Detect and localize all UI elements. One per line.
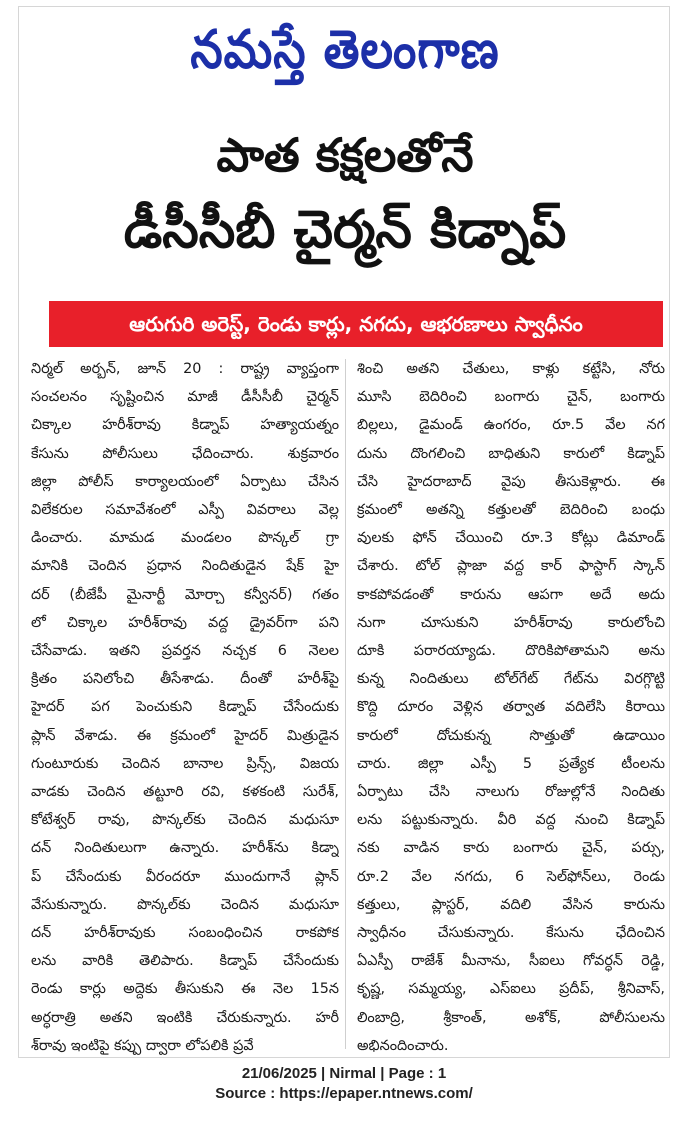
article-line: దన్ హరీశ్‌రావుకు సంబంధించిన రాకపోక [31,925,339,942]
article-line: క్రమంలో అతన్ని కత్తులతో బెదిరించి బంధు [357,502,665,519]
article-line: ఏఎస్పీ రాజేశ్ మీనాను, సీఐలు గోవర్ధన్ రెడ్డి, [357,953,665,970]
article-line: దును దొంగలించి బాధితుని కారులో కిడ్నాప్ [357,445,665,462]
article-line: చిక్కాల హరీశ్‌రావు కిడ్నాప్ హత్యాయత్నం [31,417,339,434]
article-line: రెండు కార్లు అద్దెకు తీసుకుని ఈ నెల 15న [31,981,339,998]
article-line: స్వాధీనం చేసుకున్నారు. కేసును ఛేదించిన [357,925,665,942]
article-column-right [357,355,665,1055]
article-line: నుగా చూసుకుని హరీశ్‌రావు కారులోంచి [357,614,665,631]
article-line: కున్న నిందితులు టోల్‌గేట్ గేట్‌ను విరగ్గొట్టి [357,671,665,688]
article-line: నకు వాడిన కారు బంగారు చైన్, పర్సు, [357,840,665,857]
article-line: చేసేవాడు. ఇతని ప్రవర్తన నచ్చక 6 నెలల [31,643,339,660]
article-line: గుంటూరుకు చెందిన బానాల ప్రిన్స్, విజయ [31,755,339,772]
article-line: లను వారికి తెలిపారు. కిడ్నాప్ చేసేందుకు [31,953,339,970]
article-line: రూ.2 వేల నగదు, 6 సెల్‌ఫోన్‌లు, రెండు [357,868,665,885]
article-line: హైదర్ పగ పెంచుకుని కిడ్నాప్ చేసేందుకు [31,699,339,716]
article-line: వేసుకున్నారు. పొన్కల్‌కు చెందిన మధుసూ [31,896,339,913]
article-line: కేసును పోలీసులు ఛేదించారు. శుక్రవారం [31,445,339,462]
article-line: జిల్లా పోలీస్ కార్యాలయంలో ఏర్పాటు చేసిన [31,473,339,490]
article-line: లింబాద్రి, శ్రీకాంత్, అశోక్, పోలీసులను [357,1009,665,1026]
news-clipping [18,6,670,1058]
article-line: లో చిక్కాల హరీశ్‌రావు వద్ద డ్రైవర్‌గా పని [31,614,339,631]
article-line: కాకపోవడంతో కారును ఆపగా అదే అదు [357,586,665,603]
article-line: మూసి బెదిరించి బంగారు చైన్, బంగారు [357,389,665,406]
article-line: కొద్ది దూరం వెళ్లిన తర్వాత వదిలేసి కిరాయి [357,699,665,716]
article-line: శ్‌రావు ఇంటిపై కప్పు ద్వారా లోపలికి ప్రవే [31,1037,254,1054]
article-line: మానికి చెందిన ప్రధాన నిందితుడైన షేక్ హై [31,558,339,575]
article-line: ఏర్పాటు చేసి నాలుగు రోజుల్లోనే నిందితు [357,784,665,801]
subheadline-text: ఆరుగురి అరెస్ట్, రెండు కార్లు, నగదు, ఆభరణాలు స్వాధీనం [129,312,583,336]
article-line: నిర్మల్ అర్బన్, జూన్ 20 : రాష్ట్ర వ్యాప్తంగా [31,361,339,377]
article-line: కత్తులు, ప్లాస్టర్, వదిలి వేసిన కారును [357,896,665,913]
footer-date-edition: 21/06/2025 | Nirmal | Page : 1 [241,1065,447,1082]
column-divider [345,359,346,1049]
article-line: శించి అతని చేతులు, కాళ్లు కట్టేసి, నోరు [357,361,665,377]
article-line: డించారు. మామడ మండలం పొన్కల్ గ్రా [31,530,339,547]
article-line: వాడకు చెందిన తట్టూరి రవి, కళకంటి సురేశ్, [31,784,339,801]
article-line: విలేకరుల సమావేశంలో ఎస్పీ వివరాలు వెల్ల [31,502,339,519]
article-line: సంచలనం సృష్టించిన మాజీ డీసీసీబీ చైర్మన్ [31,389,339,406]
subheadline-banner [49,301,663,347]
article-line: క్రితం పనిలోంచి తీసేశాడు. దీంతో హరీశ్‌పై [31,671,339,688]
article-line: కారులో దోచుకున్న సొత్తుతో ఉడాయిం [357,727,665,744]
article-line: కృష్ణ, సమ్మయ్య, ఎస్ఐలు ప్రదీప్, శ్రీనివాస్, [357,981,665,998]
article-line: వులకు ఫోన్ చేయించి రూ.3 కోట్లు డిమాండ్ [357,530,665,547]
footer-source: Source : https://epaper.ntnews.com/ [215,1085,473,1102]
article-line: అర్ధరాత్రి అతని ఇంటికి చేరుకున్నారు. హరీ [31,1009,339,1026]
article-line: దన్ నిందితులుగా ఉన్నారు. హరీశ్‌ను కిడ్నా [31,840,339,857]
masthead-logo-text: నమస్తే తెలంగాణ [190,17,500,81]
newspaper-masthead [19,9,671,89]
article-line: ప్లాన్ వేశాడు. ఈ క్రమంలో హైదర్ మిత్రుడైన [31,727,339,744]
article-body [27,355,665,1055]
article-line: కోటేశ్వర్ రావు, పొన్కల్‌కు చెందిన మధుసూ [31,812,339,829]
article-line: చేశారు. టోల్ ప్లాజా వద్ద కార్ ఫాస్టాగ్ స్కాన్ [357,558,665,575]
article-line: అభినందించారు. [357,1037,449,1054]
article-line: దర్ (బీజేపీ మైనార్టీ మోర్చా కన్వీనర్) గతం [31,586,339,603]
article-line: చేసి హైదరాబాద్ వైపు తీసుకెళ్లారు. ఈ [357,473,665,490]
article-column-left [31,355,339,1055]
clipping-footer [0,1064,688,1104]
article-line: దూకి పరారయ్యాడు. దొరికిపోతామని అను [357,643,665,660]
article-line: లను పట్టుకున్నారు. వీరి వద్ద నుంచి కిడ్నాప్ [357,812,665,829]
headline-line-1: పాత కక్షలతోనే [216,128,474,182]
article-line: బిల్లలు, డైమండ్ ఉంగరం, రూ.5 వేల నగ [357,417,665,434]
article-line: చారు. జిల్లా ఎస్పీ 5 ప్రత్యేక టీంలను [357,755,665,772]
headline-line-2: డీసీసీబీ చైర్మన్ కిడ్నాప్ [123,200,567,260]
article-line: ప్ చేసేందుకు వీరందరూ ముందుగానే ప్లాన్ [31,868,339,885]
